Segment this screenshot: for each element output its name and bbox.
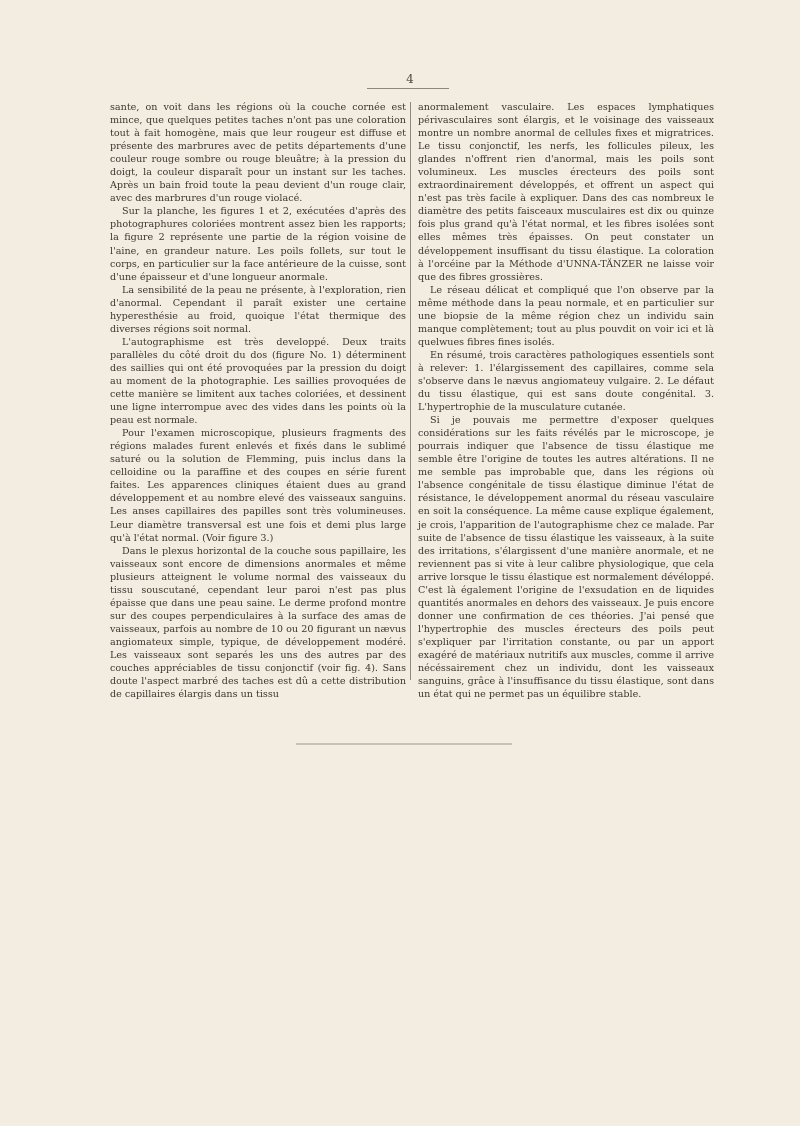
- header-rule: [367, 88, 449, 89]
- column-divider: [410, 102, 411, 680]
- paragraph: Le réseau délicat et compliqué que l'on observe par la même méthode dans la peau normale, et en particulier sur une biopsie de la même région chez un individu sain manque complètement; tout au plus pouvdit on voir ici et là quelwues fibres fines isolés.: [418, 284, 714, 348]
- paragraph: Pour l'examen microscopique, plusieurs fragments des régions malades furent enlevés et fixés dans le sublimé saturé ou la solution de Flemming, puis inclus dans la celloidine ou la paraffine et des coupes en série furent faites. Les apparences cliniques étaient dues au grand développement et au nombre elevé des vaisseaux sanguins. Les anses capillaires des papilles sont très volumineuses. Leur diamètre transversal est une fois et demi plus large qu'à l'état normal. (Voir figure 3.): [110, 428, 406, 544]
- paragraph: La sensibilité de la peau ne présente, à l'exploration, rien d'anormal. Cependant il paraît exister une certaine hyperesthésie au froid, quoique l'état thermique des diverses régions soit normal.: [110, 284, 406, 335]
- paragraph: L'autographisme est très developpé. Deux traits parallèles du côté droit du dos (figure No. 1) déterminent des saillies qui ont été provoquées par la pression du doigt au moment de la photographie. Les saillies provoquées de cette manière se limitent aux taches coloriées, et dessinent une ligne interrompue avec des vides dans les points où la peau est normale.: [110, 336, 406, 427]
- paragraph: Si je pouvais me permettre d'exposer quelques considérations sur les faits révélés par le microscope, je pourrais indiquer que l'absence de tissu élastique me semble être l'origine de toutes les autres altérations. Il ne me semble pas improbable que, dans les régions où l'absence congénitale de tissu élastique diminue l'état de résistance, le développement anormal du réseau vasculaire en soit la conséquence. La même cause explique également, je crois, l'apparition de l'autographisme chez ce malade. Par suite de l'absence de tissu élastique les vaisseaux, à la suite des irritations, s'élargissent d'une manière anormale, et ne reviennent pas si vite à leur calibre physiologique, que cela arrive lorsque le tissu élastique est normalement dévéloppé. C'est là également l'origine de l'exsudation en de liquides quantités anormales en dehors des vaisseaux. Je puis encore donner une confirmation de ces théories. J'ai pensé que l'hypertrophie des muscles érecteurs des poils peut s'expliquer par l'irritation constante, ou par un apport exagéré de matériaux nutritifs aux muscles, comme il arrive nécéssairement chez un individu, dont les vaisseaux sanguins, grâce à l'insuffisance du tissu élastique, sont dans un état qui ne permet pas un équilibre stable.: [418, 415, 714, 701]
- paragraph: sante, on voit dans les régions où la couche cornée est mince, que quelques petites taches n'ont pas une coloration tout à fait homogène, mais que leur rougeur est diffuse et présente des marbrures avec de petits départements d'une couleur rouge sombre ou rouge bleuâtre; à la pression du doigt, la couleur disparaît pour un instant sur les taches. Après un bain froid toute la peau devient d'un rouge clair, avec des marbrures d'un rouge violacé.: [110, 102, 406, 205]
- right-column: [418, 101, 714, 701]
- paragraph: En résumé, trois caractères pathologiques essentiels sont à relever: 1. l'élargissement des capillaires, comme sela s'observe dans le nævus angiomateuy vulgaire. 2. Le défaut du tissu élastique, qui est sans doute congénital. 3. L'hypertrophie de la musculature cutanée.: [418, 349, 714, 414]
- left-column: [110, 101, 406, 701]
- bottom-rule: [296, 743, 512, 745]
- paragraph: Dans le plexus horizontal de la couche sous papillaire, les vaisseaux sont encore de dimensions anormales et même plusieurs atteignent le volume normal des vaisseaux du tissu souscutané, cependant leur paroi n'est pas plus épaisse que dans une peau saine. Le derme profond montre sur des coupes perpendiculaires à la surface des amas de vaisseaux, parfois au nombre de 10 ou 20 figurant un nævus angiomateux simple, typique, de développement modéré. Les vaisseaux sont separés les uns des autres par des couches appréciables de tissu conjonctif (voir fig. 4). Sans doute l'aspect marbré des taches est dû a cette distribution de capillaires élargis dans un tissu: [110, 545, 406, 701]
- paragraph: Sur la planche, les figures 1 et 2, exécutées d'après des photographures coloriées montrent assez bien les rapports; la figure 2 représente une partie de la région voisine de l'aine, en grandeur nature. Les poils follets, sur tout le corps, en particulier sur la face antérieure de la cuisse, sont d'une épaisseur et d'une longueur anormale.: [110, 206, 406, 283]
- page-number: 4: [406, 72, 414, 86]
- paragraph: anormalement vasculaire. Les espaces lymphatiques périvasculaires sont élargis, et le voisinage des vaisseaux montre un nombre anormal de cellules fixes et migratrices. Le tissu conjonctif, les nerfs, les follicules pileux, les glandes n'offrent rien d'anormal, mais les poils sont volumineux. Les muscles érecteurs des poils sont extraordinairement développés, et offrent un aspect qui n'est pas très facile à expliquer. Dans des cas nombreux le diamètre des petits faisceaux musculaires est dix ou quinze fois plus grand qu'à l'état normal, et les fibres isolées sont elles mêmes très épaisses. On peut constater un développement insuffisant du tissu élastique. La coloration à l'orcéine par la Méthode d'UNNA-TÄNZER ne laisse voir que des fibres grossières.: [418, 102, 714, 283]
